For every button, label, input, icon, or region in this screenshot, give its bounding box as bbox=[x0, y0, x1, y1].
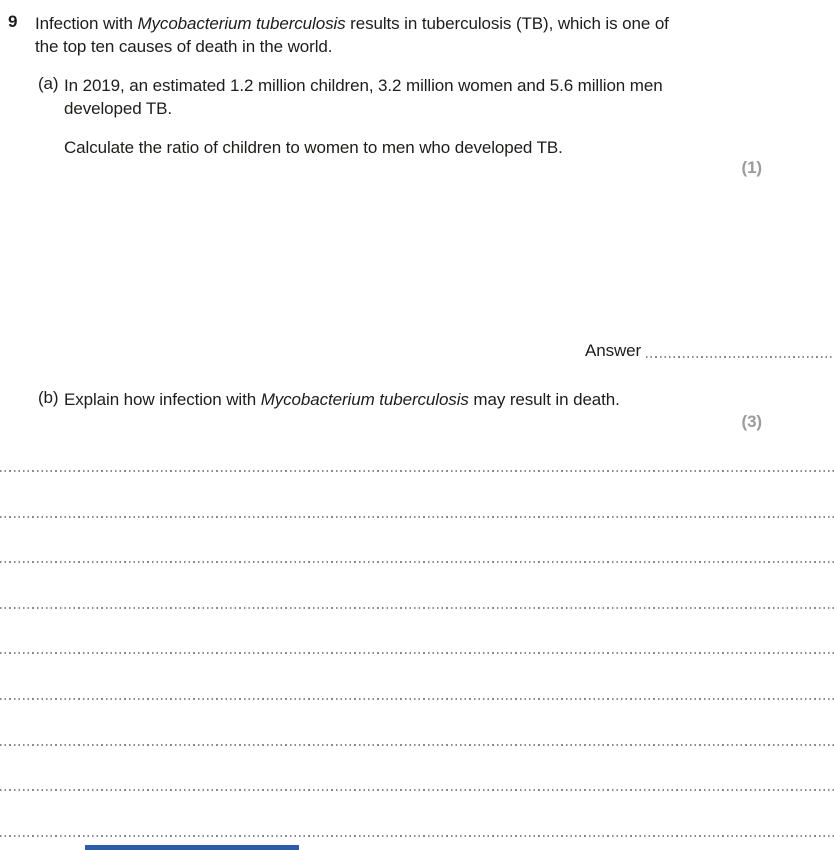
part-b-task-pre: Explain how infection with bbox=[64, 390, 261, 409]
answer-line[interactable] bbox=[0, 835, 834, 837]
answer-line[interactable] bbox=[0, 652, 834, 654]
part-a-intro-line1: In 2019, an estimated 1.2 million children, 3.2 million women and 5.6 million men bbox=[64, 76, 663, 95]
part-a-marks: (1) bbox=[741, 158, 762, 177]
stem-text-pre: Infection with bbox=[35, 14, 138, 33]
answer-line[interactable] bbox=[0, 744, 834, 746]
answer-line[interactable] bbox=[0, 698, 834, 700]
stem-text-line2: the top ten causes of death in the world. bbox=[35, 37, 333, 56]
part-b-label: (b) bbox=[38, 388, 59, 407]
answer-line[interactable] bbox=[0, 470, 834, 472]
answer-line[interactable] bbox=[0, 607, 834, 609]
answer-line[interactable] bbox=[0, 561, 834, 563]
question-number: 9 bbox=[8, 12, 18, 31]
stem-text-post: results in tuberculosis (TB), which is one of bbox=[345, 14, 669, 33]
part-a-label: (a) bbox=[38, 74, 59, 93]
species-name-italic-b: Mycobacterium tuberculosis bbox=[260, 390, 469, 409]
answer-line[interactable] bbox=[0, 516, 834, 518]
part-a-task: Calculate the ratio of children to women to men who developed TB. bbox=[64, 138, 563, 157]
part-b-task-post: may result in death. bbox=[468, 390, 620, 409]
next-section-bar bbox=[85, 845, 299, 850]
species-name-italic: Mycobacterium tuberculosis bbox=[137, 14, 346, 33]
answer-line[interactable] bbox=[0, 789, 834, 791]
part-a-intro-line2: developed TB. bbox=[64, 99, 173, 118]
part-b-marks: (3) bbox=[741, 412, 762, 431]
answer-label: Answer bbox=[585, 341, 642, 360]
